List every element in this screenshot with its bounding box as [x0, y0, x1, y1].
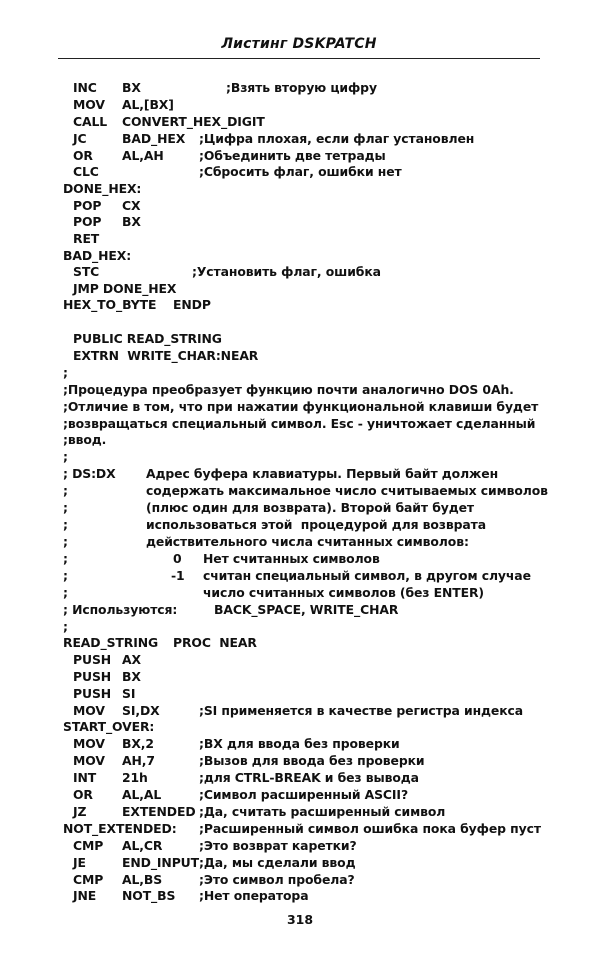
code-comment: ;Это символ пробела? — [199, 872, 355, 887]
code-line — [63, 180, 560, 197]
code-operand: AL,BS — [122, 872, 163, 887]
code-operand: AH,7 — [122, 753, 155, 768]
code-line — [63, 601, 560, 618]
code-instruction: PUBLIC READ_STRING — [73, 331, 222, 346]
code-instruction: ; — [63, 483, 68, 498]
code-line — [63, 499, 560, 516]
code-operand: Адрес буфера клавиатуры. Первый байт должен — [146, 466, 499, 481]
page-header-title: Листинг DSKPATCH — [221, 36, 377, 52]
code-instruction: ; — [63, 619, 68, 634]
code-instruction: MOV — [73, 97, 105, 112]
code-line — [63, 296, 560, 313]
code-line — [73, 702, 560, 719]
code-operand: AL,[BX] — [122, 97, 174, 112]
code-line — [63, 820, 560, 837]
code-instruction: JNE — [73, 888, 97, 903]
code-line — [73, 79, 560, 96]
code-line — [73, 786, 560, 803]
code-instruction: ;возвращаться специальный символ. Esc - уничтожает сделанный — [63, 416, 536, 431]
page-number: 318 — [286, 912, 314, 927]
code-instruction: EXTRN WRITE_CHAR:NEAR — [73, 348, 259, 363]
code-line — [63, 533, 560, 550]
code-line — [73, 163, 560, 180]
code-operand: BX — [122, 214, 141, 229]
code-instruction: READ_STRING — [63, 635, 159, 650]
code-line — [63, 398, 560, 415]
code-comment: ;Взять вторую цифру — [226, 80, 377, 95]
code-comment: ;Да, мы сделали ввод — [199, 855, 356, 870]
code-operand: BX,2 — [122, 736, 154, 751]
code-instruction: JE — [73, 855, 86, 870]
code-operand: ENDP — [173, 297, 211, 312]
code-operand: AL,AH — [122, 148, 164, 163]
code-instruction: ; — [63, 517, 68, 532]
code-instruction: ; — [63, 500, 68, 515]
code-line — [63, 431, 560, 448]
code-instruction: CLC — [73, 164, 99, 179]
code-operand: CONVERT_HEX_DIGIT — [122, 114, 265, 129]
code-operand: использоваться этой процедурой для возврата — [146, 517, 487, 532]
code-instruction: MOV — [73, 753, 105, 768]
code-line — [73, 685, 560, 702]
code-line — [63, 364, 560, 381]
code-operand: AL,AL — [122, 787, 162, 802]
code-operand: NOT_BS — [122, 888, 176, 903]
code-line — [63, 634, 560, 651]
code-instruction: BAD_HEX: — [63, 248, 132, 263]
code-instruction: OR — [73, 787, 93, 802]
code-instruction: CMP — [73, 838, 104, 853]
code-instruction: ;Процедура преобразует функцию почти аналогично DOS 0Ah. — [63, 382, 514, 397]
code-operand: 0 — [173, 551, 182, 566]
code-operand: EXTENDED — [122, 804, 196, 819]
code-line — [73, 330, 560, 347]
code-operand: AL,CR — [122, 838, 163, 853]
code-instruction: PUSH — [73, 652, 112, 667]
code-comment: ;Установить флаг, ошибка — [192, 264, 381, 279]
code-instruction: CMP — [73, 872, 104, 887]
code-operand: (плюс один для возврата). Второй байт будет — [146, 500, 475, 515]
code-comment: ;Символ расширенный ASCII? — [199, 787, 409, 802]
code-instruction: JZ — [73, 804, 87, 819]
code-instruction: ; — [63, 365, 68, 380]
code-line — [63, 618, 560, 635]
code-line — [63, 415, 560, 432]
code-instruction: PUSH — [73, 669, 112, 684]
code-line — [73, 96, 560, 113]
code-line — [73, 197, 560, 214]
code-instruction: HEX_TO_BYTE — [63, 297, 157, 312]
code-instruction: RET — [73, 231, 100, 246]
code-instruction: PUSH — [73, 686, 112, 701]
code-operand: PROC NEAR — [173, 635, 257, 650]
code-line — [73, 752, 560, 769]
code-line — [63, 482, 560, 499]
code-line — [73, 871, 560, 888]
code-operand: -1 — [171, 568, 185, 583]
code-line — [63, 516, 560, 533]
code-operand: SI,DX — [122, 703, 160, 718]
code-instruction: DONE_HEX: — [63, 181, 142, 196]
code-line — [63, 584, 560, 601]
code-comment: число считанных символов (без ENTER) — [203, 585, 484, 600]
code-instruction: JMP DONE_HEX — [73, 281, 177, 296]
code-instruction: INT — [73, 770, 97, 785]
code-line — [73, 854, 560, 871]
code-instruction: ; — [63, 551, 68, 566]
code-comment: ;для CTRL-BREAK и без вывода — [199, 770, 419, 785]
code-operand: BACK_SPACE, WRITE_CHAR — [214, 602, 399, 617]
code-line — [63, 567, 560, 584]
code-comment: ;Нет оператора — [199, 888, 309, 903]
code-instruction: POP — [73, 198, 102, 213]
code-line — [73, 735, 560, 752]
code-line — [73, 230, 560, 247]
code-line — [63, 381, 560, 398]
code-line — [63, 550, 560, 567]
code-comment: ;Цифра плохая, если флаг установлен — [199, 131, 475, 146]
code-line — [73, 263, 560, 280]
code-instruction: CALL — [73, 114, 108, 129]
code-comment: ;Вызов для ввода без проверки — [199, 753, 425, 768]
code-operand: CX — [122, 198, 141, 213]
code-line — [73, 887, 560, 904]
code-operand: действительного числа считанных символов: — [146, 534, 469, 549]
code-line — [73, 280, 560, 297]
code-instruction: ;Отличие в том, что при нажатии функциональной клавиши будет — [63, 399, 539, 414]
code-comment: ;Сбросить флаг, ошибки нет — [199, 164, 402, 179]
code-comment: ;BX для ввода без проверки — [199, 736, 400, 751]
code-comment: ;Расширенный символ ошибка пока буфер пуст — [199, 821, 541, 836]
code-instruction: INC — [73, 80, 97, 95]
code-comment: считан специальный символ, в другом случае — [203, 568, 531, 583]
code-line — [73, 213, 560, 230]
code-instruction: ; — [63, 534, 68, 549]
code-instruction: OR — [73, 148, 93, 163]
code-operand: BAD_HEX — [122, 131, 186, 146]
code-instruction: MOV — [73, 703, 105, 718]
code-operand: BX — [122, 669, 141, 684]
code-line — [73, 668, 560, 685]
code-instruction: ;ввод. — [63, 432, 107, 447]
code-line — [73, 147, 560, 164]
code-comment: ;SI применяется в качестве регистра индекса — [199, 703, 524, 718]
code-instruction: ; — [63, 449, 68, 464]
code-instruction: START_OVER: — [63, 719, 155, 734]
code-instruction: STC — [73, 264, 100, 279]
code-line — [73, 837, 560, 854]
code-operand: SI — [122, 686, 136, 701]
code-instruction: ; — [63, 585, 68, 600]
code-instruction: ; DS:DX — [63, 466, 116, 481]
code-line — [73, 651, 560, 668]
code-operand: 21h — [122, 770, 148, 785]
code-operand: содержать максимальное число считываемых символов — [146, 483, 548, 498]
code-instruction: NOT_EXTENDED: — [63, 821, 177, 836]
code-line — [63, 465, 560, 482]
code-line — [73, 347, 560, 364]
code-comment: ;Это возврат каретки? — [199, 838, 357, 853]
code-comment: ;Объединить две тетрады — [199, 148, 386, 163]
code-instruction: JC — [73, 131, 87, 146]
code-comment: ;Да, считать расширенный символ — [199, 804, 446, 819]
code-line — [63, 247, 560, 264]
code-operand: BX — [122, 80, 141, 95]
code-line — [73, 803, 560, 820]
code-instruction: POP — [73, 214, 102, 229]
code-comment: Нет считанных символов — [203, 551, 380, 566]
code-line — [73, 113, 560, 130]
code-line — [73, 769, 560, 786]
code-operand: AX — [122, 652, 141, 667]
code-line — [63, 718, 560, 735]
code-operand: END_INPUT — [122, 855, 199, 870]
code-instruction: MOV — [73, 736, 105, 751]
code-line — [73, 130, 560, 147]
code-instruction: ; Используются: — [63, 602, 178, 617]
code-instruction: ; — [63, 568, 68, 583]
code-line — [63, 448, 560, 465]
